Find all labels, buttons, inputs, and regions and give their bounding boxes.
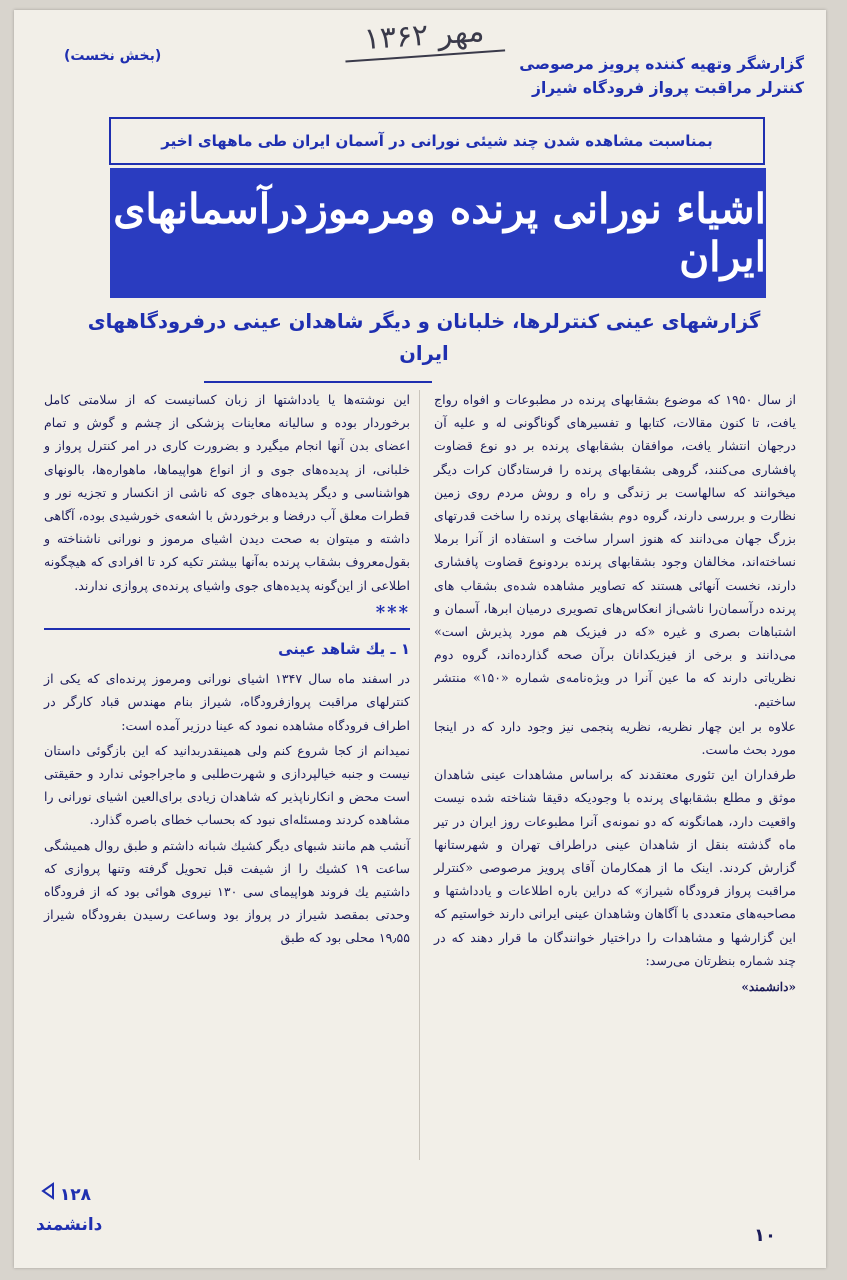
right-paragraph-2: علاوه بر این چهار نظریه، نظریه پنجمی نیز وجود دارد که در اینجا مورد بحث ماست. <box>434 718 796 758</box>
author-credit <box>424 52 804 100</box>
issue-block <box>36 1182 156 1205</box>
left-column <box>44 388 410 952</box>
magazine-page <box>14 10 826 1268</box>
author-signature: «دانشمند» <box>741 980 796 995</box>
subtitle-rule <box>204 381 432 383</box>
left-intro: این نوشته‌ها یا یادداشتها از زبان کسانیست که از سلامتی کامل برخوردار بوده و سالیانه معاینات پزشکی از چشم و گوش و تمام اعضای بدن آنها انجام میگیرد و بضرورت کاری در امر کنترل پرواز و خلبانی، از پدیده‌های جوی و از انواع هواپیماها، ماهواره‌ها، بالونهای هواشناسی و دیگر پدیده‌های جوی که ناشی از انکسار و تجزیه نور و قطرات معلق آب درفضا و برخوردش با اشعه‌ی خورشیدی بوده، آگاهی داشته و میتوان به صحت دیدن اشیای مرموز و نورانی ناشناخته و بقول‌معروف بشقاب پرنده به‌آنها بیشتر تکیه کرد تا افرادی که هیچگونه اطلاعی از این‌گونه پدیده‌های جوی واشیای پرنده‌ی پروازی ندارند. <box>44 392 410 593</box>
page-number: ۱۰ <box>754 1225 776 1246</box>
section-stars: *** <box>375 601 410 623</box>
right-paragraph-3: طرفداران این تئوری معتقدند که براساس مشاهدات عینی شاهدان موثق و مطلع بشقابهای پرنده با وجودیکه دقیقا شناخته شده نیست واقعیت دارد، همانگونه که دو نمونه‌ی آنرا مطبوعات روز ایران در تیر ماه گذشته بنقل از شاهدان عینی دراطراف تهران و شهرستانها گزارش کردند. اینک ما از همکارمان آقای پرویز مرصوصی «کنترلر مراقبت پرواز فرودگاه شیراز» که دراین باره اطلاعات و یادداشتها و مصاحبه‌های متعددی با آگاهان وشاهدان عینی ایرانی دارند خواستیم که این گزارشها و مشاهدات را دراختیار خوانندگان ما قرار دهند که در چند شماره بنظرتان می‌رسد: <box>434 767 796 968</box>
page-subtitle: گزارشهای عینی کنترلرها، خلبانان و دیگر شاهدان عینی درفرودگاههای ایران <box>87 310 761 365</box>
handwritten-date-note: مهر ۱۳۶۲ <box>343 12 506 62</box>
page-title: اشیاء نورانی پرنده ومرموزدرآسمانهای ایران <box>113 185 766 281</box>
pointer-arrow-icon <box>40 1182 54 1205</box>
left-paragraph-3: آنشب هم مانند شبهای دیگر کشیك شبانه داشتم و طبق روال همیشگی ساعت ۱۹ کشیك را از شیفت قبل تحویل گرفته وتنها پروازی که داشتیم یك فروند هواپیمای سی ۱۳۰ نیروی هوائی بود که از فرودگاه وحدتی بمقصد شیراز در پرواز بود وساعت رسیدن بفرودگاه شیراز ۱۹٫۵۵ محلی بود که طبق <box>44 837 411 946</box>
credit-line-1: گزارشگر وتهیه کننده پرویز مرصوصی <box>519 55 804 73</box>
left-paragraph-1: در اسفند ماه سال ۱۳۴۷ اشیای نورانی ومرموز پرنده‌ای که یکی از کنترلهای مراقبت پروازفرودگاه، شیراز بنام مهندس قباد کارگر در اطراف فرودگاه مشاهده نمود که عینا درزیر آمده است: <box>44 671 410 733</box>
subheading-rule <box>44 628 410 630</box>
left-paragraph-2: نمیدانم از کجا شروع کنم ولی همینقدربدانید که این بازگوئی داستان نیست و جنبه خیالپردازی و شهرت‌طلبی و ماجراجوئی ندارد و حقیقتی است محض و انکارناپذیر که شاهدان زیادی برای‌العین اشیای نورانی را مشاهده کردند ومسئله‌ای نبود که بحساب خطای باصره گذارد. <box>44 742 410 828</box>
footer-brand <box>36 1182 156 1235</box>
occasion-text: بمناسبت مشاهده شدن چند شیئی نورانی در آسمان ایران طی ماههای اخیر <box>161 132 713 150</box>
title-banner <box>110 168 766 298</box>
magazine-name: دانشمند <box>36 1215 103 1235</box>
credit-line-2: کنترلر مراقبت پرواز فرودگاه شیراز <box>532 79 804 97</box>
issue-number: ۱۲۸ <box>59 1185 92 1205</box>
right-paragraph-1: از سال ۱۹۵۰ که موضوع بشقابهای پرنده در مطبوعات و افواه رواج یافت، تا کنون مقالات، کتابها و تفسیرهای گوناگونی له و علیه آن درجهان انتشار یافت، موافقان بشقابهای پرنده بر دو نوع قضاوت پافشاری می‌کنند، گروهی بشقابهای پرنده را فرستادگان کرات دیگر میخوانند که سالهاست بر زندگی و راه و روش مردم روی زمین نظارت و بررسی دارند، گروه دوم بشقابهای پرنده را ساخت قدرتهای بزرگ جهان می‌دانند که هنوز اسرار ساخت و استفاده از آنرا برملا نساخته‌اند، مخالفان وجود بشقابهای پرنده بردونوع قضاوت پافشاری دارند، نخست آنهائی هستند که تصاویر مشاهده شده‌ی بشقاب های پرنده درآسمان‌را ناشی‌از انعکاس‌های تصویری درمیان ابرها، آسمان و اشتباهات بصری و غیره «که در فیزیک هم مورد پذیرش است» می‌دانند و برخی از فیزیکدانان برآن صحه گذارده‌اند، گروه دوم نظریاتی دارند که ما عین آنرا در ویژه‌نامه‌ی شماره «۱۵۰» منتشر ساختیم. <box>434 392 796 709</box>
occasion-banner <box>109 117 765 165</box>
section-part-label: (بخش نخست) <box>64 48 162 64</box>
right-column <box>434 388 796 999</box>
subheading-witness: ۱ ـ یك شاهد عینی <box>278 640 410 659</box>
column-divider <box>419 390 420 1160</box>
